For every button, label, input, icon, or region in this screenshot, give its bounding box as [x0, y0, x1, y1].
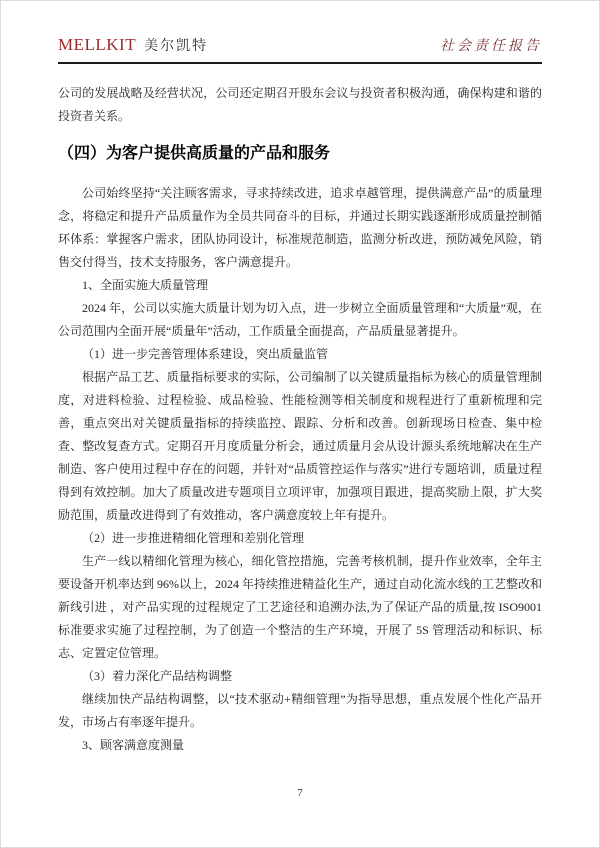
paragraph: 公司的发展战略及经营状况，公司还定期召开股东会议与投资者积极沟通，确保构建和谐的投资者关系。 [58, 86, 542, 123]
paragraph: （3）着力深化产品结构调整 [82, 669, 233, 683]
document-body [58, 82, 542, 757]
report-title: 社会责任报告 [440, 39, 542, 54]
paragraph: 2024 年，公司以实施大质量计划为切入点，进一步树立全面质量管理和“大质量”观，在公司范围内全面开展“质量年”活动，工作质量全面提高，产品质量显著提升。 [58, 301, 542, 338]
paragraph: 公司始终坚持“关注顾客需求，寻求持续改进，追求卓越管理，提供满意产品”的质量理念，将稳定和提升产品质量作为全员共同奋斗的目标，并通过长期实践逐渐形成质量控制循环体系：掌握客户需求，团队协同设计，标准规范制造，监测分析改进，预防减免风险，销售交付得当，技术支持服务，客户满意提升。 [58, 186, 542, 269]
paragraph: 继续加快产品结构调整，以“技术驱动+精细管理”为指导思想，重点发展个性化产品开发，市场占有率逐年提升。 [58, 692, 542, 729]
company-logo-en: MELLKIT [58, 35, 137, 54]
paragraph: （2）进一步推进精细化管理和差别化管理 [82, 531, 305, 545]
page-header [58, 35, 542, 64]
paragraph: 3、顾客满意度测量 [82, 738, 185, 752]
paragraph: 1、全面实施大质量管理 [82, 278, 209, 292]
company-logo [58, 35, 208, 55]
company-logo-cn: 美尔凯特 [144, 39, 209, 54]
section-heading: （四）为客户提供高质量的产品和服务 [58, 145, 331, 162]
paragraph: （1）进一步完善管理体系建设，突出质量监管 [82, 347, 329, 361]
paragraph: 根据产品工艺、质量指标要求的实际，公司编制了以关键质量指标为核心的质量管理制度，对进料检验、过程检验、成品检验、性能检测等相关制度和规程进行了重新梳理和完善，重点突出对关键质量指标的持续监控、跟踪、分析和改善。创新现场日检查、集中检查、整改复查方式。定期召开月度质量分析会，通过质量月会从设计源头系统地解决在生产制造、客户使用过程中存在的问题，并针对“品质管控运作与落实”进行专题培训，质量过程得到有效控制。加大了质量改进专题项目立项评审，加强项目跟进，提高奖励上限，扩大奖励范围，质量改进得到了有效推动，客户满意度较上年有提升。 [58, 370, 542, 522]
paragraph: 生产一线以精细化管理为核心，细化管控措施，完善考核机制，提升作业效率，全年主要设备开机率达到 96%以上，2024 年持续推进精益化生产，通过自动化流水线的工艺整改和新线引进 ，对产品实现的过程规定了工艺途径和追溯办法,为了保证产品的质量,按 ISO9001 标准要求实施了过程控制，为了创造一个整洁的生产环境，开展了 5S 管理活动和标识、标志、定置定位管理。 [58, 554, 542, 660]
page-number: 7 [297, 787, 303, 799]
